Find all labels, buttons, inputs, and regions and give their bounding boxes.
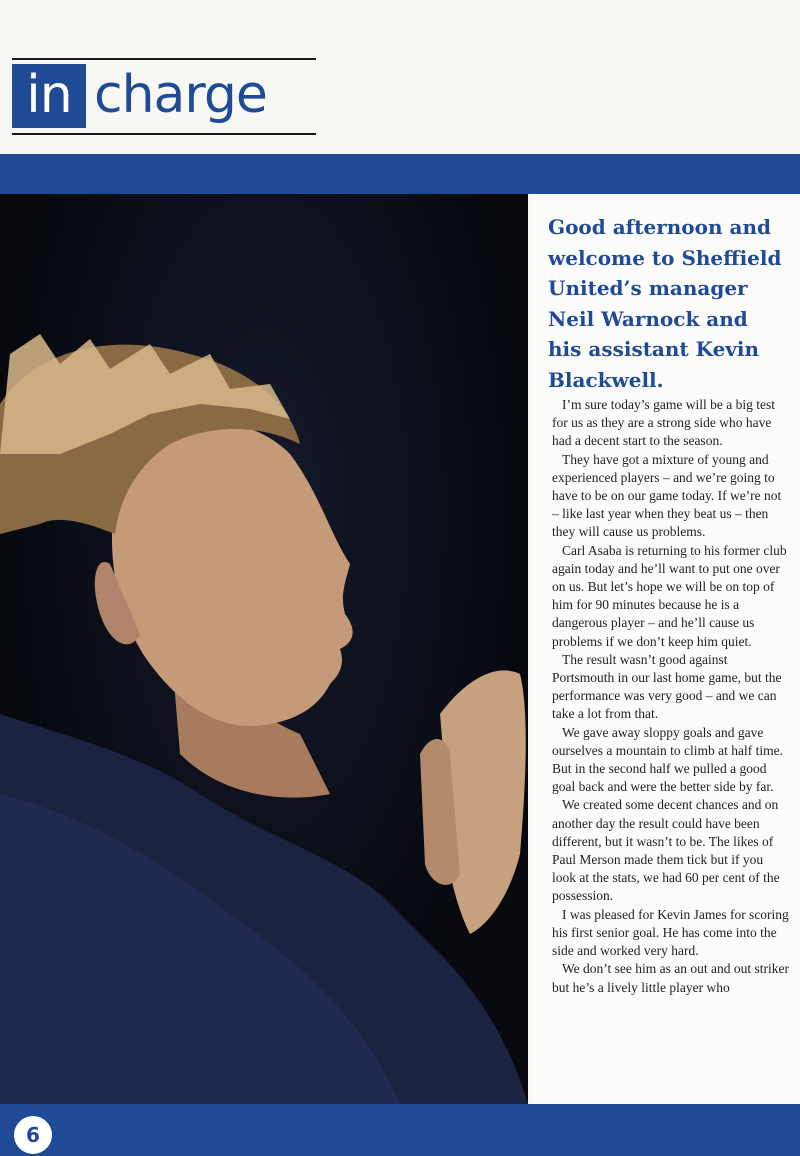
article-paragraph: They have got a mixture of young and experienced players – and we’re going to have to be on our game today. If we’re not – like last year when they beat us – then they will cause us problems. <box>552 451 782 540</box>
article-headline: Good afternoon and welcome to Sheffield United’s manager Neil Warnock and his assistant Kevin Blackwell. <box>548 215 782 392</box>
article-paragraph: We created some decent chances and on another day the result could have been different, but it wasn’t to be. The likes of Paul Merson made them tick but if you look at the stats, we had 60 per cent of the possession. <box>552 797 780 904</box>
top-blue-band <box>0 154 800 194</box>
article-paragraph: Carl Asaba is returning to his former club again today and he’ll want to put one over on us. But let’s hope we will be on top of him for 90 minutes because he is a dangerous player – and he’ll cause us problems if we don’t keep him quiet. <box>552 542 787 649</box>
manager-photo <box>0 194 528 1104</box>
article-paragraph: I’m sure today’s game will be a big test for us as they are a strong side who have had a decent start to the season. <box>552 397 775 449</box>
article-paragraph: The result wasn’t good against Portsmouth in our last home game, but the performance was very good – and we can take a lot from that. <box>552 651 782 722</box>
page-number: 6 <box>14 1116 52 1154</box>
manager-portrait-illustration <box>0 194 528 1104</box>
masthead-bottom-rule <box>12 133 316 135</box>
article-paragraph: I was pleased for Kevin James for scoring his first senior goal. He has come into the side and worked very hard. <box>552 906 789 959</box>
logo-in: in <box>12 64 86 128</box>
bottom-blue-band <box>0 1104 800 1156</box>
article-paragraph: We don’t see him as an out and out striker but he’s a lively little player who <box>552 961 789 995</box>
logo-charge: charge <box>94 65 267 125</box>
masthead-top-rule <box>12 58 316 60</box>
article-paragraph: We gave away sloppy goals and gave ourselves a mountain to climb at half time. But in the second half we pulled a good goal back and were the better side by far. <box>552 724 783 795</box>
article-body <box>552 396 790 997</box>
